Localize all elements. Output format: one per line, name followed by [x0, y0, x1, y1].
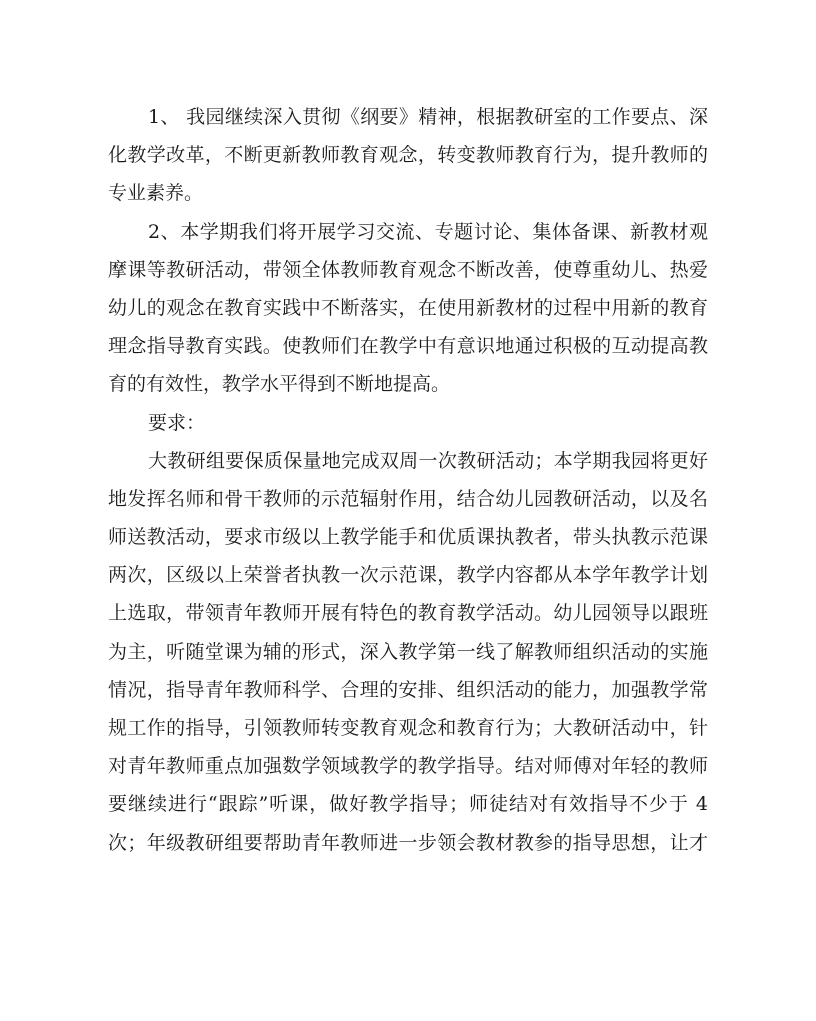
requirements-heading: 要求：: [148, 411, 206, 434]
paragraph-3-line-7: 情况，指导青年教师科学、合理的安排、组织活动的能力，加强教学常: [108, 678, 708, 701]
paragraph-3-line-5: 上选取，带领青年教师开展有特色的教育教学活动。幼儿园领导以跟班: [108, 602, 708, 625]
paragraph-1-line-1: 1、 我园继续深入贯彻《纲要》精神，根据教研室的工作要点、深: [148, 106, 708, 128]
paragraph-1-line-3: 专业素养。: [108, 182, 204, 205]
paragraph-3-line-6: 为主，听随堂课为辅的形式，深入教学第一线了解教师组织活动的实施: [108, 640, 708, 663]
paragraph-2-line-1: 2、本学期我们将开展学习交流、专题讨论、集体备课、新教材观: [148, 220, 708, 243]
paragraph-3-line-8: 规工作的指导，引领教师转变教育观念和教育行为；大教研活动中，针: [108, 717, 708, 739]
paragraph-3-line-11: 次；年级教研组要帮助青年教师进一步领会教材教参的指导思想，让才: [108, 831, 708, 854]
paragraph-3-line-2: 地发挥名师和骨干教师的示范辐射作用，结合幼儿园教研活动，以及名: [108, 487, 708, 510]
paragraph-3-line-10: 要继续进行“跟踪”听课，做好教学指导；师徒结对有效指导不少于 4: [108, 793, 708, 816]
paragraph-2-line-5: 育的有效性，教学水平得到不断地提高。: [108, 373, 451, 396]
paragraph-2-line-2: 摩课等教研活动，带领全体教师教育观念不断改善，使尊重幼儿、热爱: [108, 258, 708, 281]
paragraph-2-line-4: 理念指导教育实践。使教师们在教学中有意识地通过积极的互动提高教: [108, 335, 708, 358]
paragraph-3-line-4: 两次，区级以上荣誉者执教一次示范课，教学内容都从本学年教学计划: [108, 564, 708, 587]
paragraph-3-line-1: 大教研组要保质保量地完成双周一次教研活动；本学期我园将更好: [148, 449, 708, 472]
paragraph-2-line-3: 幼儿的观念在教育实践中不断落实，在使用新教材的过程中用新的教育: [108, 296, 708, 319]
document-body: [108, 98, 708, 862]
paragraph-1-line-2: 化教学改革，不断更新教师教育观念，转变教师教育行为，提升教师的: [108, 144, 708, 167]
paragraph-3-line-3: 师送教活动，要求市级以上教学能手和优质课执教者，带头执教示范课: [108, 526, 708, 549]
paragraph-3-line-9: 对青年教师重点加强数学领域教学的教学指导。结对师傅对年轻的教师: [108, 755, 708, 778]
